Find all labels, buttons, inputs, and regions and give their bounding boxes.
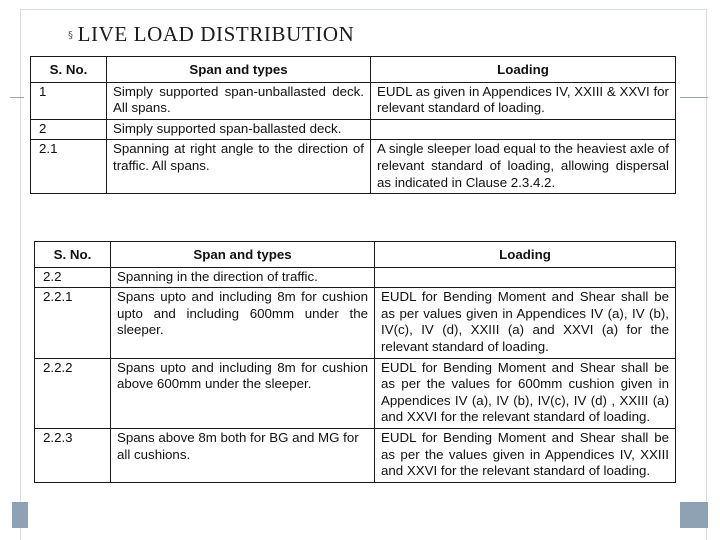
column-header-span: Span and types bbox=[111, 242, 375, 268]
cell-span: Spans upto and including 8m for cushion upto and including 600mm under the sleeper. bbox=[111, 288, 375, 358]
column-header-span: Span and types bbox=[107, 57, 371, 83]
slide-title-text: LIVE LOAD DISTRIBUTION bbox=[77, 22, 355, 46]
slide-accent-block-right bbox=[680, 502, 708, 528]
table-row bbox=[35, 358, 676, 428]
cell-sno: 2.2.3 bbox=[35, 428, 111, 482]
table-row bbox=[35, 288, 676, 358]
cell-span: Spanning in the direction of traffic. bbox=[111, 267, 375, 288]
table-1-clip-edge bbox=[30, 228, 680, 240]
loading-table-2 bbox=[34, 241, 676, 483]
table-row bbox=[35, 428, 676, 482]
slide-frame-right bbox=[706, 9, 707, 540]
loading-table-1 bbox=[30, 56, 676, 194]
cell-span: Simply supported span-ballasted deck. bbox=[107, 119, 371, 140]
table-row bbox=[31, 140, 676, 194]
cell-loading bbox=[371, 119, 676, 140]
column-header-loading: Loading bbox=[371, 57, 676, 83]
column-header-sno: S. No. bbox=[31, 57, 107, 83]
column-header-loading: Loading bbox=[375, 242, 676, 268]
cell-sno: 2.1 bbox=[31, 140, 107, 194]
slide-frame-top bbox=[20, 9, 706, 10]
cell-loading: A single sleeper load equal to the heaviest axle of relevant standard of loading, allowing dispersal as indicated in Clause 2.3.4.2. bbox=[371, 140, 676, 194]
cell-sno: 2.2.1 bbox=[35, 288, 111, 358]
table-header-row bbox=[31, 57, 676, 83]
slide-accent-line-right bbox=[680, 97, 708, 98]
cell-loading: EUDL for Bending Moment and Shear shall be as per the values for 600mm cushion given in Appendices IV (a), IV (b), IV(c), IV (d) , XXIII (a) and XXVI for the relevant standard of loading. bbox=[375, 358, 676, 428]
cell-span: Spans upto and including 8m for cushion above 600mm under the sleeper. bbox=[111, 358, 375, 428]
column-header-sno: S. No. bbox=[35, 242, 111, 268]
slide-frame-left bbox=[20, 9, 21, 540]
slide-accent-line-left bbox=[10, 97, 24, 98]
title-bullet-icon: § bbox=[68, 30, 74, 41]
cell-span: Spanning at right angle to the direction of traffic. All spans. bbox=[107, 140, 371, 194]
table-row bbox=[31, 82, 676, 119]
cell-loading: EUDL as given in Appendices IV, XXIII & XXVI for relevant standard of loading. bbox=[371, 82, 676, 119]
cell-loading bbox=[375, 267, 676, 288]
cell-sno: 2.2.2 bbox=[35, 358, 111, 428]
cell-sno: 1 bbox=[31, 82, 107, 119]
cell-loading: EUDL for Bending Moment and Shear shall be as per values given in Appendices IV (a), IV (b), IV(c), IV (d), XXIII (a) and XXVI (a) for the relevant standard of loading. bbox=[375, 288, 676, 358]
cell-span: Spans above 8m both for BG and MG for all cushions. bbox=[111, 428, 375, 482]
cell-sno: 2 bbox=[31, 119, 107, 140]
table-row bbox=[31, 119, 676, 140]
cell-sno: 2.2 bbox=[35, 267, 111, 288]
cell-span: Simply supported span-unballasted deck. All spans. bbox=[107, 82, 371, 119]
table-row bbox=[35, 267, 676, 288]
cell-loading: EUDL for Bending Moment and Shear shall be as per the values given in Appendices IV, XXIII and XXVI for the relevant standard of loading. bbox=[375, 428, 676, 482]
slide-title bbox=[68, 22, 354, 47]
table-header-row bbox=[35, 242, 676, 268]
slide-accent-block-left bbox=[12, 502, 28, 528]
